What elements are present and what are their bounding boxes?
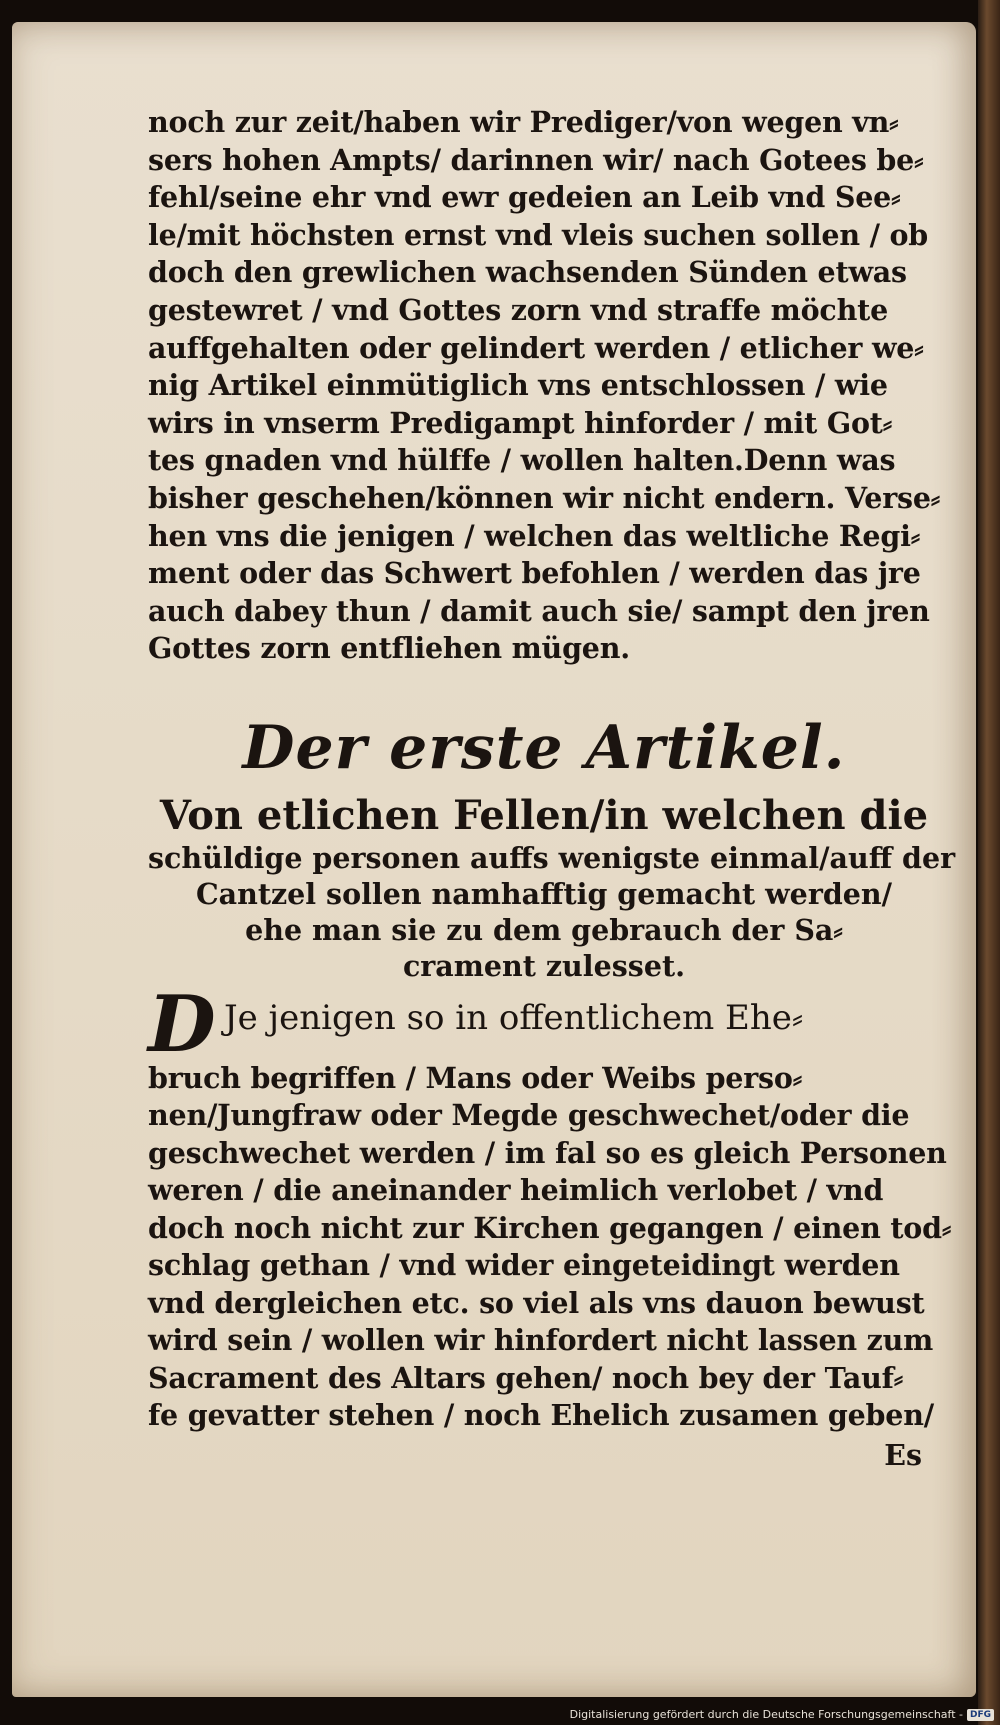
text-line: vnd dergleichen etc. so viel als vns dauon bewust (148, 1285, 925, 1320)
text-line: Je jenigen so in offentlichem Ehe⸗ (224, 997, 804, 1038)
text-line: auch dabey thun / damit auch sie/ sampt den jren (148, 593, 930, 628)
text-line: auffgehalten oder gelindert werden / etlicher we⸗ (148, 330, 924, 365)
text-line: nig Artikel einmütiglich vns entschlossen / wie (148, 368, 888, 403)
digitization-footer (570, 1708, 994, 1721)
subheading-line: crament zulesset. (402, 948, 686, 983)
text-line: sers hohen Ampts/ darinnen wir/ nach Gotees be⸗ (148, 142, 924, 177)
paragraph-first-line (148, 978, 940, 1070)
opening-text (148, 104, 940, 668)
catchword: Es (884, 1437, 922, 1472)
text-line: wird sein / wollen wir hinfordert nicht lassen zum (148, 1323, 934, 1358)
text-line: geschwechet werden / im fal so es gleich Personen (148, 1135, 947, 1170)
text-line: nen/Jungfraw oder Megde geschwechet/oder die (148, 1098, 910, 1133)
decorated-initial: D (148, 978, 216, 1070)
text-line: le/mit höchsten ernst vnd vleis suchen sollen / ob (148, 217, 929, 252)
text-line: fe gevatter stehen / noch Ehelich zusamen geben/ (148, 1398, 934, 1433)
text-line: Sacrament des Altars gehen/ noch bey der Tauf⸗ (148, 1360, 904, 1395)
page-text-block (148, 104, 956, 1475)
paper-page (12, 22, 976, 1697)
text-line: Gottes zorn entfliehen mügen. (148, 631, 630, 666)
text-line: noch zur zeit/haben wir Prediger/von wegen vn⸗ (148, 105, 899, 139)
text-line: bruch begriffen / Mans oder Weibs perso⸗ (148, 1060, 802, 1095)
article-paragraph (148, 978, 952, 1435)
subheading-line: Von etlichen Fellen/in welchen die (159, 791, 929, 839)
subheading-line: Cantzel sollen namhafftig gemacht werden/ (195, 876, 893, 911)
footer-text: Digitalisierung gefördert durch die Deutsche Forschungsgemeinschaft - (569, 1708, 963, 1721)
article-heading: Der erste Artikel. (242, 712, 846, 783)
text-line: gestewret / vnd Gottes zorn vnd straffe möchte (148, 292, 888, 327)
text-line: weren / die aneinander heimlich verlobet / vnd (148, 1173, 884, 1208)
text-line: wirs in vnserm Predigampt hinforder / mit Got⸗ (148, 405, 893, 440)
text-line: doch noch nicht zur Kirchen gegangen / einen tod⸗ (148, 1210, 952, 1245)
text-line: doch den grewlichen wachsenden Sünden etwas (148, 255, 907, 290)
dfg-logo: DFG (967, 1709, 994, 1721)
text-line: fehl/seine ehr vnd ewr gedeien an Leib vnd See⸗ (148, 180, 901, 215)
text-line: schlag gethan / vnd wider eingeteidingt werden (148, 1248, 900, 1283)
subheading-line: schüldige personen auffs wenigste einmal/auff der (148, 840, 956, 875)
article-subheading (148, 791, 956, 984)
text-line: tes gnaden vnd hülffe / wollen halten.Denn was (148, 443, 896, 478)
subheading-line: ehe man sie zu dem gebrauch der Sa⸗ (245, 912, 843, 947)
book-edge (978, 0, 1000, 1725)
text-line: ment oder das Schwert befohlen / werden das jre (148, 556, 921, 591)
text-line: bisher geschehen/können wir nicht endern. Verse⸗ (148, 480, 941, 515)
text-line: hen vns die jenigen / welchen das weltliche Regi⸗ (148, 518, 920, 553)
